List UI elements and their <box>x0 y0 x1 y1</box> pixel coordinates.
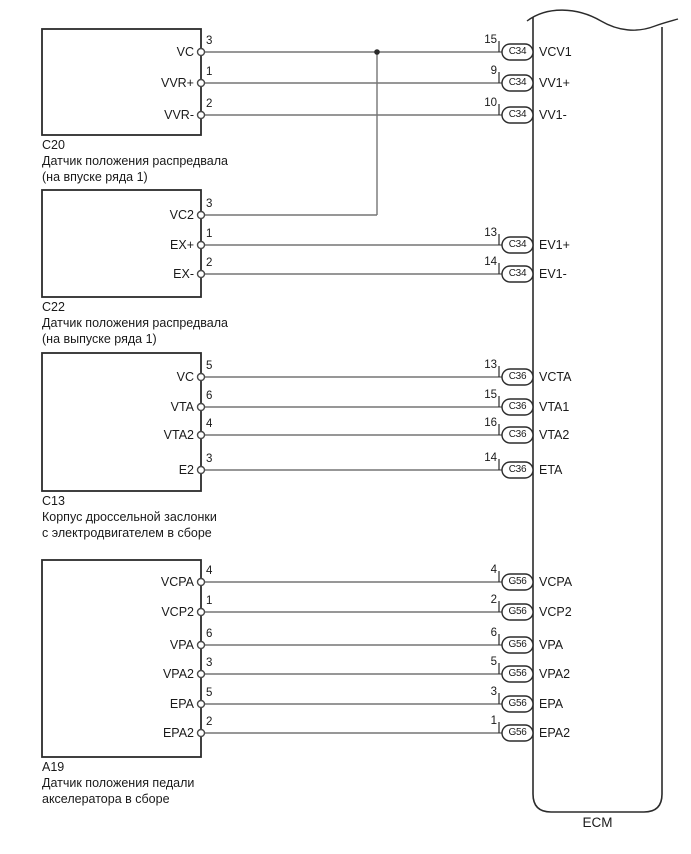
pin-name-label: VCPA <box>160 575 194 589</box>
ecm-top-wave <box>527 10 678 30</box>
ecm-signal-label: VCPA <box>539 575 573 589</box>
ecm-pin-number-label: 14 <box>484 256 497 268</box>
connector-code-label: C36 <box>508 401 527 412</box>
ecm-signal-label: VTA2 <box>539 428 570 442</box>
pin-number-label: 4 <box>206 565 213 577</box>
pin-number-label: 3 <box>206 657 213 669</box>
pin-number-label: 4 <box>206 418 213 430</box>
connector-code-label: C36 <box>508 371 527 382</box>
connector-code-label: G56 <box>508 727 527 738</box>
pin-name-label: EPA <box>169 697 194 711</box>
pin-number-label: 3 <box>206 453 213 465</box>
pin-name-label: VVR- <box>164 108 194 122</box>
ecm-signal-label: EV1- <box>539 267 567 281</box>
component-description-line: Корпус дроссельной заслонки <box>42 510 217 524</box>
pin-number-label: 3 <box>206 198 213 210</box>
pin-terminal-circle <box>198 212 205 219</box>
pin-terminal-circle <box>198 112 205 119</box>
pin-number-label: 5 <box>206 687 213 699</box>
connector-code-label: C34 <box>508 268 527 279</box>
pin-terminal-circle <box>198 80 205 87</box>
ecm-signal-label: VV1+ <box>539 76 570 90</box>
ecm-pin-number-label: 6 <box>490 627 497 639</box>
pin-number-label: 6 <box>206 628 213 640</box>
pin-number-label: 2 <box>206 257 213 269</box>
component-description-line: акселератора в сборе <box>42 792 170 806</box>
ecm-pin-number-label: 3 <box>490 686 497 698</box>
component-description-line: с электродвигателем в сборе <box>42 526 212 540</box>
pin-name-label: VC <box>176 370 194 384</box>
ecm-pin-number-label: 2 <box>490 594 497 606</box>
ecm-signal-label: VCP2 <box>539 605 572 619</box>
pin-name-label: VPA2 <box>162 667 194 681</box>
ecm-signal-label: EPA <box>539 697 564 711</box>
connector-code-label: G56 <box>508 639 527 650</box>
pin-number-label: 1 <box>206 595 213 607</box>
pin-name-label: VVR+ <box>160 76 194 90</box>
component-id-label: A19 <box>42 760 65 774</box>
connector-code-label: G56 <box>508 606 527 617</box>
ecm-pin-number-label: 15 <box>484 389 497 401</box>
pin-terminal-circle <box>198 49 205 56</box>
ecm-pin-number-label: 13 <box>484 359 497 371</box>
connector-code-label: C36 <box>508 429 527 440</box>
ecm-pin-number-label: 13 <box>484 227 497 239</box>
component-description-line: Датчик положения распредвала <box>42 154 228 168</box>
pin-name-label: EX+ <box>170 238 194 252</box>
connector-code-label: G56 <box>508 698 527 709</box>
ecm-signal-label: EV1+ <box>539 238 570 252</box>
pin-terminal-circle <box>198 242 205 249</box>
pin-number-label: 1 <box>206 228 213 240</box>
pin-name-label: EX- <box>173 267 194 281</box>
connector-code-label: C34 <box>508 46 527 57</box>
pin-name-label: VPA <box>169 638 194 652</box>
pin-number-label: 3 <box>206 35 213 47</box>
pin-terminal-circle <box>198 467 205 474</box>
pin-terminal-circle <box>198 730 205 737</box>
ecm-signal-label: VPA2 <box>539 667 571 681</box>
connector-code-label: C34 <box>508 239 527 250</box>
pin-name-label: VC <box>176 45 194 59</box>
pin-number-label: 6 <box>206 390 213 402</box>
component-id-label: C13 <box>42 494 65 508</box>
ecm-pin-number-label: 16 <box>484 417 497 429</box>
component-description-line: (на впуске ряда 1) <box>42 170 148 184</box>
component-id-label: C22 <box>42 300 65 314</box>
ecm-pin-number-label: 10 <box>484 97 497 109</box>
pin-terminal-circle <box>198 271 205 278</box>
component-id-label: C20 <box>42 138 65 152</box>
pin-name-label: E2 <box>178 463 194 477</box>
junction-dot <box>374 49 380 55</box>
ecm-signal-label: ETA <box>539 463 563 477</box>
ecm-signal-label: VV1- <box>539 108 567 122</box>
ecm-signal-label: VCTA <box>539 370 572 384</box>
connector-code-label: C36 <box>508 464 527 475</box>
ecm-pin-number-label: 4 <box>490 564 497 576</box>
ecm-pin-number-label: 14 <box>484 452 497 464</box>
ecm-signal-label: VTA1 <box>539 400 570 414</box>
ecm-pin-number-label: 15 <box>484 34 497 46</box>
pin-terminal-circle <box>198 579 205 586</box>
pin-number-label: 1 <box>206 66 213 78</box>
ecm-pin-number-label: 5 <box>490 656 497 668</box>
pin-name-label: EPA2 <box>162 726 194 740</box>
pin-terminal-circle <box>198 642 205 649</box>
pin-terminal-circle <box>198 671 205 678</box>
pin-name-label: VTA2 <box>163 428 194 442</box>
connector-code-label: G56 <box>508 668 527 679</box>
component-description-line: Датчик положения распредвала <box>42 316 228 330</box>
ecm-signal-label: VCV1 <box>539 45 572 59</box>
pin-name-label: VC2 <box>169 208 194 222</box>
pin-number-label: 2 <box>206 98 213 110</box>
pin-terminal-circle <box>198 404 205 411</box>
pin-terminal-circle <box>198 701 205 708</box>
component-description-line: Датчик положения педали <box>42 776 195 790</box>
pin-terminal-circle <box>198 432 205 439</box>
pin-terminal-circle <box>198 374 205 381</box>
component-description-line: (на выпуске ряда 1) <box>42 332 157 346</box>
ecm-signal-label: VPA <box>539 638 564 652</box>
connector-code-label: C34 <box>508 77 527 88</box>
ecm-pin-number-label: 9 <box>490 65 497 77</box>
connector-code-label: G56 <box>508 576 527 587</box>
pin-number-label: 2 <box>206 716 213 728</box>
pin-name-label: VTA <box>170 400 194 414</box>
pin-name-label: VCP2 <box>161 605 194 619</box>
ecm-label: ECM <box>582 815 613 830</box>
connector-code-label: C34 <box>508 109 527 120</box>
ecm-pin-number-label: 1 <box>490 715 497 727</box>
pin-terminal-circle <box>198 609 205 616</box>
pin-number-label: 5 <box>206 360 213 372</box>
ecm-signal-label: EPA2 <box>539 726 571 740</box>
